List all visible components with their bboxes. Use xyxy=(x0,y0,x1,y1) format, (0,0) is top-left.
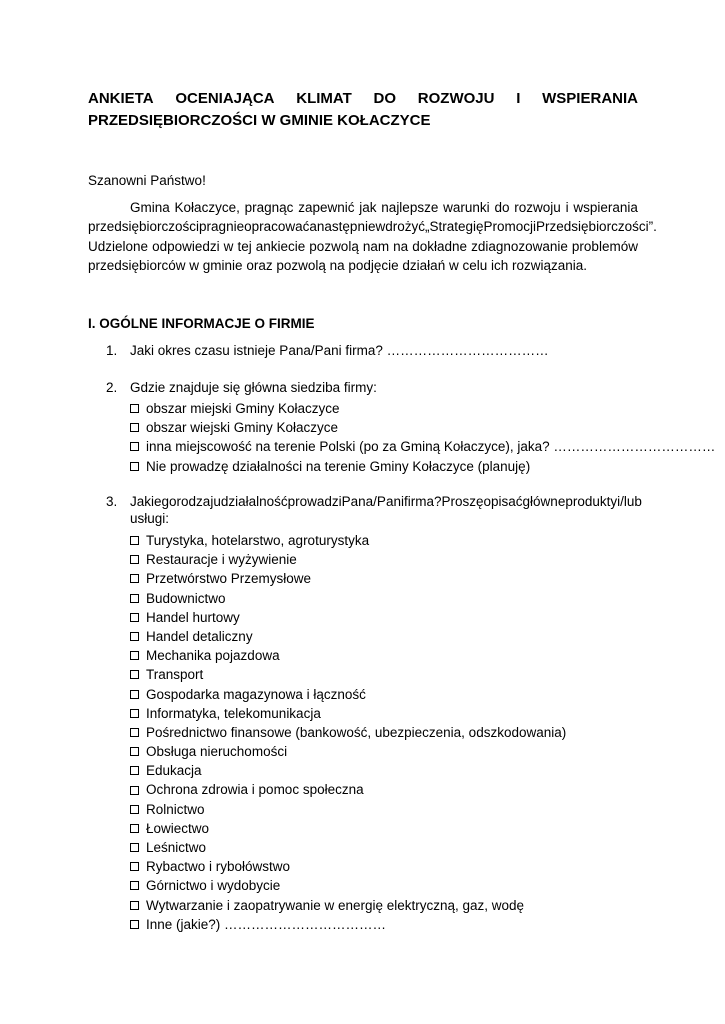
checkbox[interactable] xyxy=(130,881,139,890)
question-word: i/lub xyxy=(617,494,642,509)
greeting: Szanowni Państwo! xyxy=(88,173,206,188)
question-number: 2. xyxy=(106,380,118,395)
checkbox-option[interactable] xyxy=(130,608,566,627)
intro-word: Kołaczyce, xyxy=(174,200,240,215)
checkbox-label: Turystyka, hotelarstwo, agroturystyka xyxy=(146,533,370,548)
question-text-line-2: usługi: xyxy=(130,511,170,526)
checkbox-label: Edukacja xyxy=(146,763,202,779)
checkbox[interactable] xyxy=(130,651,139,660)
intro-word: wdrożyć xyxy=(375,219,425,235)
checkbox[interactable] xyxy=(130,690,139,699)
checkbox[interactable] xyxy=(130,423,139,432)
checkbox-label: Handel detaliczny xyxy=(146,628,253,644)
checkbox[interactable] xyxy=(130,613,139,622)
intro-word: na xyxy=(393,238,409,254)
document-title xyxy=(88,88,638,132)
checkbox-label: Restauracje i wyżywienie xyxy=(146,552,297,568)
checkbox[interactable] xyxy=(130,555,139,564)
question-word: opisać xyxy=(483,494,523,509)
intro-word: wspierania xyxy=(573,200,638,215)
checkbox[interactable] xyxy=(130,901,139,910)
checkbox-option[interactable] xyxy=(130,627,566,646)
checkbox-label: Nie prowadzę działalności na terenie Gminy Kołaczyce (planuję) xyxy=(146,458,531,474)
intro-word: zapewnić xyxy=(298,200,355,215)
checkbox[interactable] xyxy=(130,536,139,545)
question-word: Jakiego xyxy=(130,494,177,509)
question-word: produkty xyxy=(565,494,618,509)
checkbox-label: Wytwarzanie i zaopatrywanie w energię elektryczną, gaz, wodę xyxy=(146,897,525,913)
question-word: prowadzi xyxy=(287,494,342,509)
checkbox-option[interactable] xyxy=(130,399,715,418)
intro-word: i xyxy=(565,200,569,215)
checkbox[interactable] xyxy=(130,786,139,795)
intro-word: zdiagnozowanie xyxy=(471,238,568,254)
checkbox-label: Pośrednictwo finansowe (bankowość, ubezpieczenia, odszkodowania) xyxy=(146,724,567,740)
checkbox[interactable] xyxy=(130,594,139,603)
checkbox-label: Rybactwo i rybołówstwo xyxy=(146,859,291,875)
intro-line: przedsiębiorców w gminie oraz pozwolą na podjęcie działań w celu ich rozwiązania. xyxy=(88,257,588,273)
question-number: 1. xyxy=(106,343,118,358)
checkbox-option[interactable] xyxy=(130,457,715,476)
checkbox[interactable] xyxy=(130,632,139,641)
intro-word: „Strategię xyxy=(424,219,484,235)
checkbox-option[interactable] xyxy=(130,915,566,934)
intro-word: tej xyxy=(237,238,252,254)
intro-word: odpowiedzi xyxy=(152,238,220,254)
question-3-options xyxy=(130,531,566,934)
checkbox-option[interactable] xyxy=(130,896,566,915)
checkbox-label: obszar wiejski Gminy Kołaczyce xyxy=(146,420,339,436)
question-number: 3. xyxy=(106,494,118,509)
checkbox-option[interactable] xyxy=(130,550,566,569)
title-word: ROZWOJU xyxy=(417,90,495,107)
checkbox-option[interactable] xyxy=(130,819,566,838)
question-word: główne xyxy=(522,494,566,509)
checkbox[interactable] xyxy=(130,442,139,451)
question-word: rodzaju xyxy=(176,494,221,509)
question-text: Gdzie znajduje się główna siedziba firmy: xyxy=(130,380,377,395)
intro-word: w xyxy=(223,238,234,254)
intro-paragraph xyxy=(88,198,657,275)
checkbox[interactable] xyxy=(130,728,139,737)
checkbox-option[interactable] xyxy=(130,569,566,588)
checkbox-option[interactable] xyxy=(130,838,566,857)
checkbox[interactable] xyxy=(130,574,139,583)
checkbox-option[interactable] xyxy=(130,589,566,608)
intro-word: opracować xyxy=(244,219,310,235)
checkbox-label: Ochrona zdrowia i pomoc społeczna xyxy=(146,782,364,798)
checkbox[interactable] xyxy=(130,670,139,679)
checkbox[interactable] xyxy=(130,805,139,814)
checkbox-option[interactable] xyxy=(130,723,566,742)
checkbox-option[interactable] xyxy=(130,780,566,799)
checkbox-option[interactable] xyxy=(130,742,566,761)
intro-word: nam xyxy=(362,238,390,254)
checkbox-option[interactable] xyxy=(130,685,566,704)
checkbox-option[interactable] xyxy=(130,876,566,895)
intro-line xyxy=(88,198,638,217)
checkbox-option[interactable] xyxy=(130,800,566,819)
intro-word: do xyxy=(494,200,510,215)
question-text: Jaki okres czasu istnieje Pana/Pani firma? ……………………………… xyxy=(130,343,549,358)
checkbox[interactable] xyxy=(130,920,139,929)
intro-word: problemów xyxy=(571,238,638,254)
question-word: działalność xyxy=(220,494,288,509)
checkbox-option[interactable] xyxy=(130,665,566,684)
checkbox[interactable] xyxy=(130,404,139,413)
checkbox-label: obszar miejski Gminy Kołaczyce xyxy=(146,401,340,416)
checkbox-option[interactable] xyxy=(130,418,715,437)
question-word: Proszę xyxy=(441,494,484,509)
intro-word: a xyxy=(309,219,317,235)
checkbox-label: Handel hurtowy xyxy=(146,609,240,625)
title-line-1 xyxy=(88,88,638,110)
checkbox-label: Przetwórstwo Przemysłowe xyxy=(146,571,312,587)
checkbox-label: inna miejscowość na terenie Polski (po za Gminą Kołaczyce), jaka? ……………………………… xyxy=(146,439,716,455)
title-word: DO xyxy=(373,90,397,107)
question-word: Pana/Pani xyxy=(341,494,404,509)
checkbox-label: Leśnictwo xyxy=(146,840,207,855)
intro-word: jak xyxy=(359,200,377,215)
intro-word: Udzielone xyxy=(88,238,149,254)
checkbox-option[interactable] xyxy=(130,437,715,456)
title-word: OCENIAJĄCA xyxy=(175,90,275,107)
title-word: ANKIETA xyxy=(88,90,154,107)
title-line-2: PRZEDSIĘBIORCZOŚCI W GMINIE KOŁACZYCE xyxy=(88,112,431,129)
checkbox-label: Transport xyxy=(146,667,204,683)
title-word: I xyxy=(516,90,521,107)
intro-word: rozwoju xyxy=(514,200,561,215)
intro-word: następnie xyxy=(316,219,376,235)
intro-word: ankiecie xyxy=(255,238,306,254)
checkbox-label: Obsługa nieruchomości xyxy=(146,744,288,760)
intro-word: pozwolą xyxy=(309,238,359,254)
checkbox-option[interactable] xyxy=(130,704,566,723)
checkbox[interactable] xyxy=(130,862,139,871)
checkbox[interactable] xyxy=(130,824,139,833)
intro-word: najlepsze xyxy=(381,200,439,215)
intro-line xyxy=(88,217,657,236)
checkbox-label: Gospodarka magazynowa i łączność xyxy=(146,686,366,702)
intro-word: dokładne xyxy=(412,238,468,254)
intro-word: pragnie xyxy=(199,219,245,235)
checkbox[interactable] xyxy=(130,709,139,718)
intro-word: Przedsiębiorczości”. xyxy=(536,219,657,235)
title-word: WSPIERANIA xyxy=(542,90,638,107)
section-title: I. OGÓLNE INFORMACJE O FIRMIE xyxy=(88,316,315,331)
checkbox[interactable] xyxy=(130,766,139,775)
checkbox[interactable] xyxy=(130,843,139,852)
intro-line xyxy=(88,237,638,256)
checkbox-option[interactable] xyxy=(130,857,566,876)
checkbox-option[interactable] xyxy=(130,531,566,550)
checkbox-label: Mechanika pojazdowa xyxy=(146,648,280,664)
intro-word: warunki xyxy=(443,200,490,215)
checkbox-option[interactable] xyxy=(130,646,566,665)
question-text-line-1 xyxy=(130,494,642,509)
checkbox[interactable] xyxy=(130,462,139,471)
checkbox[interactable] xyxy=(130,747,139,756)
checkbox-option[interactable] xyxy=(130,761,566,780)
checkbox-label: Łowiectwo xyxy=(146,820,210,836)
checkbox-label: Górnictwo i wydobycie xyxy=(146,878,281,894)
question-word: firma? xyxy=(403,494,442,509)
intro-word: Promocji xyxy=(483,219,537,235)
intro-word: przedsiębiorczości xyxy=(88,219,200,235)
intro-word: Gmina xyxy=(130,200,170,215)
question-2-options xyxy=(130,399,715,476)
checkbox-label: Inne (jakie?) ……………………………… xyxy=(146,916,387,932)
intro-word: pragnąc xyxy=(244,200,294,215)
title-word: KLIMAT xyxy=(296,90,352,107)
checkbox-label: Budownictwo xyxy=(146,590,226,606)
checkbox-label: Rolnictwo xyxy=(146,801,205,817)
checkbox-label: Informatyka, telekomunikacja xyxy=(146,705,321,721)
